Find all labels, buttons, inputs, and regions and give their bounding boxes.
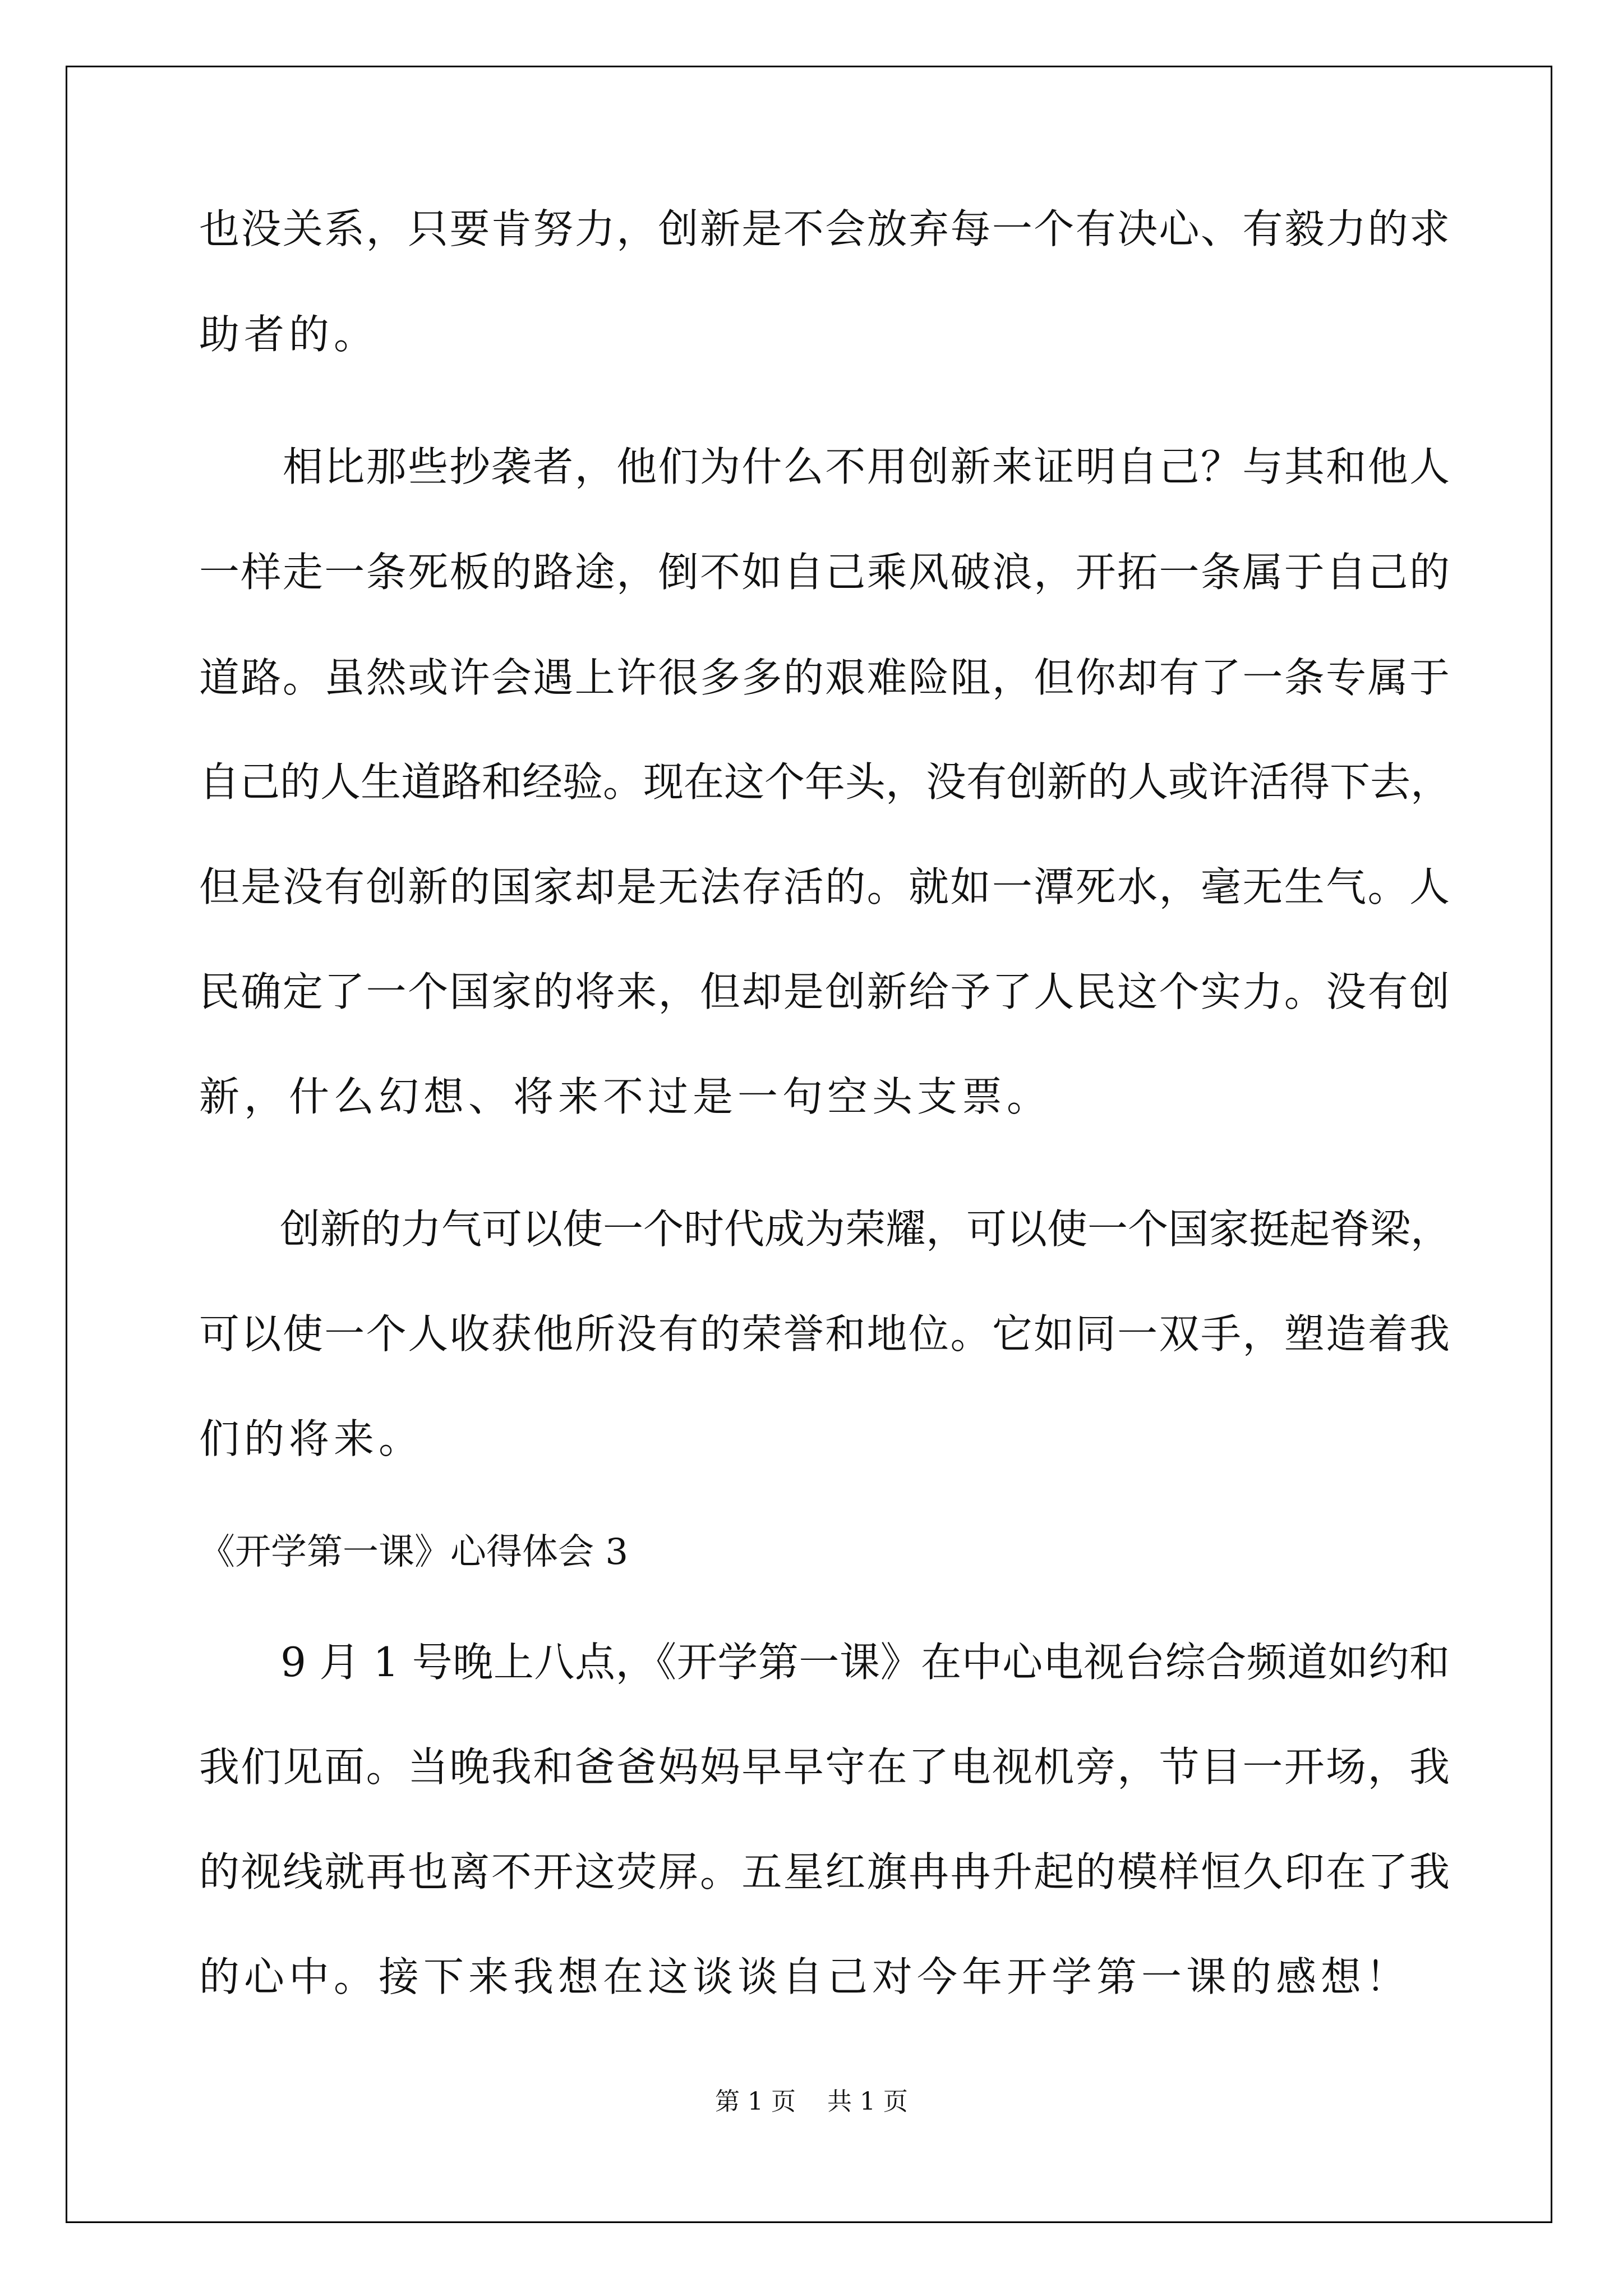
paragraph-line: 相比那些抄袭者，他们为什么不用创新来证明自己？与其和他人 xyxy=(199,443,1450,490)
paragraph-line: 创新的力气可以使一个时代成为荣耀，可以使一个国家挺起脊梁， xyxy=(199,1205,1451,1253)
paragraph-line: 的心中。接下来我想在这谈谈自己对今年开学第一课的感想！ xyxy=(199,1953,1411,2000)
paragraph-line: 们的将来。 xyxy=(199,1415,424,1462)
paragraph-line: 9 月 1 号晚上八点，《开学第一课》在中心电视台综合频道如约和 xyxy=(199,1639,1450,1686)
paragraph-line: 我们见面。当晚我和爸爸妈妈早早守在了电视机旁，节目一开场，我 xyxy=(199,1743,1450,1791)
section-heading: 《开学第一课》心得体会 3 xyxy=(199,1531,629,1573)
paragraph-line: 一样走一条死板的路途，倒不如自己乘风破浪，开拓一条属于自己的 xyxy=(199,549,1450,596)
paragraph-line: 民确定了一个国家的将来，但却是创新给予了人民这个实力。没有创 xyxy=(199,968,1450,1015)
page-border xyxy=(66,66,1552,2223)
paragraph-line: 可以使一个人收获他所没有的荣誉和地位。它如同一双手，塑造着我 xyxy=(199,1310,1450,1358)
paragraph-line: 自己的人生道路和经验。现在这个年头，没有创新的人或许活得下去， xyxy=(199,758,1451,806)
paragraph-line: 也没关系，只要肯努力，创新是不会放弃每一个有决心、有毅力的求 xyxy=(199,205,1450,252)
paragraph-line: 但是没有创新的国家却是无法存活的。就如一潭死水，毫无生气。人 xyxy=(199,863,1450,910)
page-footer: 第 1 页 共 1 页 xyxy=(715,2087,908,2116)
paragraph-line: 的视线就再也离不开这荧屏。五星红旗冉冉升起的模样恒久印在了我 xyxy=(199,1848,1450,1895)
paragraph-line: 新，什么幻想、将来不过是一句空头支票。 xyxy=(199,1073,1052,1120)
paragraph-line: 助者的。 xyxy=(199,311,379,358)
paragraph-line: 道路。虽然或许会遇上许很多多的艰难险阻，但你却有了一条专属于 xyxy=(199,654,1450,701)
